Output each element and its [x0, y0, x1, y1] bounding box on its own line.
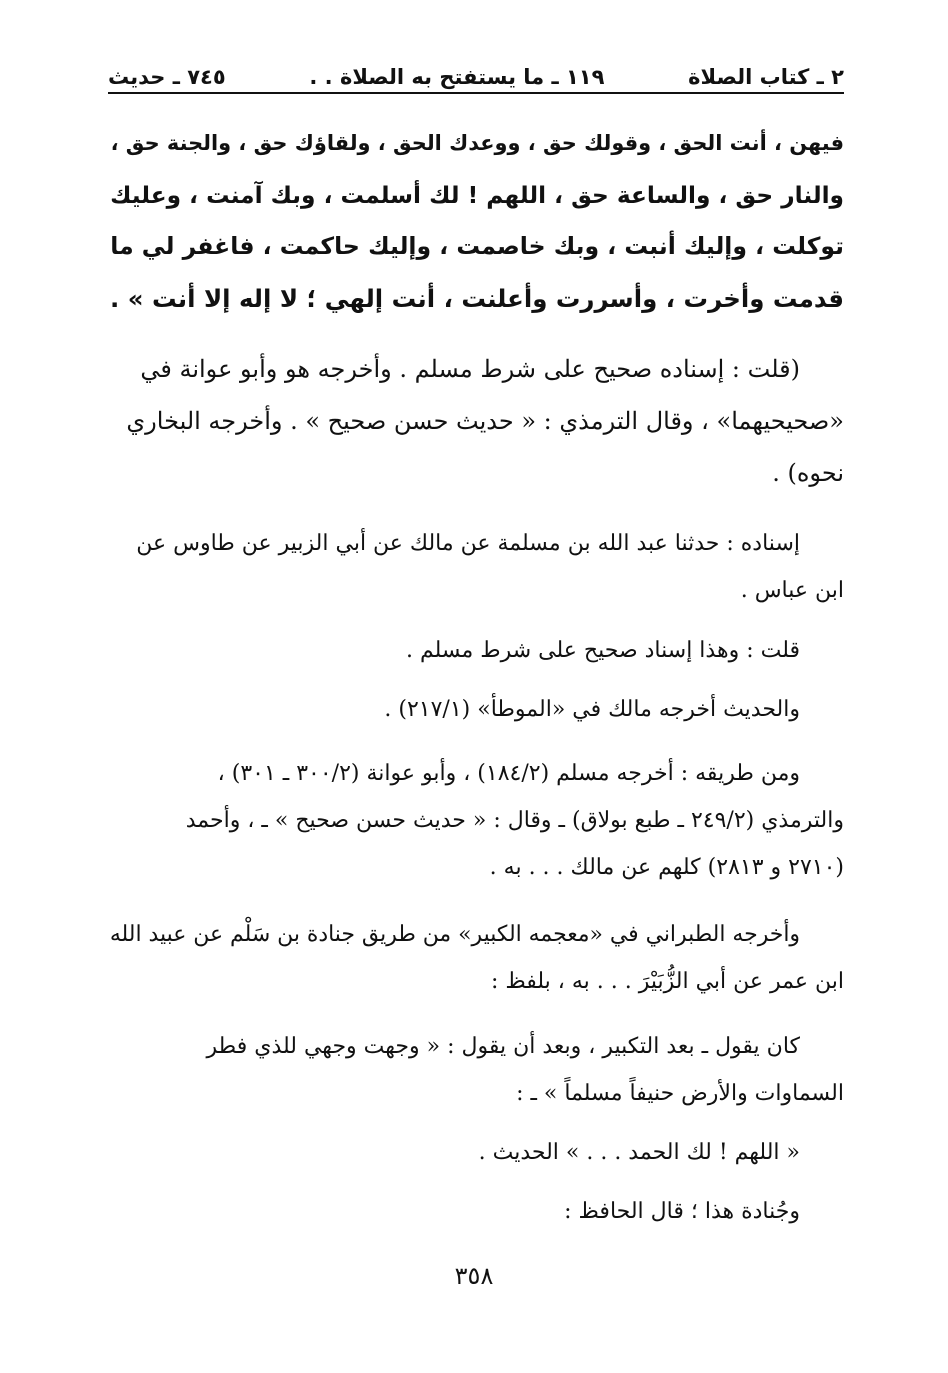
lafz-paragraph [108, 1023, 844, 1117]
text-line: والترمذي (٢٤٩/٢ ـ طبع بولاق) ـ وقال : « حديث حسن صحيح » ـ ، وأحمد [185, 808, 844, 833]
text-line: (٢٧١٠ و ٢٨١٣) كلهم عن مالك . . . به . [489, 855, 844, 880]
allahumma-line [108, 1129, 844, 1176]
text-line: إسناده : حدثنا عبد الله بن مسلمة عن مالك عن أبي الزبير عن طاوس عن [136, 531, 800, 556]
junada-line [108, 1188, 844, 1235]
text-line: توكلت ، وإليك أنبت ، وبك خاصمت ، وإليك حاكمت ، فاغفر لي ما [110, 232, 844, 260]
header-hadith-number: ٧٤٥ ـ حديث [108, 65, 226, 89]
malik-paragraph [108, 686, 844, 733]
text-line: كان يقول ـ بعد التكبير ، وبعد أن يقول : « وجهت وجهي للذي فطر [206, 1034, 800, 1059]
header-chapter-title: ١١٩ ـ ما يستفتح به الصلاة . . [309, 65, 605, 89]
running-header [108, 58, 844, 94]
text-line: ابن عمر عن أبي الزُّبَيْرَ . . . به ، بلفظ : [490, 969, 844, 994]
text-line: وأخرجه الطبراني في «معجمه الكبير» من طريق جنادة بن سَلْم عن عبيد الله [109, 922, 800, 947]
text-line: والحديث أخرجه مالك في «الموطأ» (٢١٧/١) . [384, 697, 800, 722]
text-line: نحوه) . [772, 459, 844, 487]
text-line: وجُنادة هذا ؛ قال الحافظ : [564, 1199, 800, 1224]
turuq-paragraph [108, 750, 844, 891]
text-line: والنار حق ، والساعة حق ، اللهم ! لك أسلمت ، وبك آمنت ، وعليك [110, 181, 844, 209]
page-body [108, 118, 844, 1235]
text-line: قلت : وهذا إسناد صحيح على شرط مسلم . [405, 638, 800, 663]
page-number: ٣٥٨ [454, 1262, 494, 1290]
tabarani-paragraph [108, 911, 844, 1005]
header-book-title: ٢ ـ كتاب الصلاة [688, 65, 844, 89]
text-line: «صحيحيهما» ، وقال الترمذي : « حديث حسن صحيح » . وأخرجه البخاري [126, 407, 844, 435]
hadith-text [108, 118, 844, 324]
text-line: « اللهم ! لك الحمد . . . » الحديث . [478, 1140, 800, 1165]
text-line: فيهن ، أنت الحق ، وقولك حق ، ووعدك الحق ، ولقاؤك حق ، والجنة حق ، [110, 131, 844, 155]
text-line: قدمت وأخرت ، وأسررت وأعلنت ، أنت إلهي ؛ لا إله إلا أنت » . [109, 283, 844, 313]
qult-paragraph [108, 627, 844, 674]
text-line: (قلت : إسناده صحيح على شرط مسلم . وأخرجه هو وأبو عوانة في [140, 355, 800, 383]
text-line: السماوات والأرض حنيفاً مسلماً » ـ : [516, 1081, 844, 1106]
text-line: ومن طريقه : أخرجه مسلم (١٨٤/٢) ، وأبو عوانة (٣٠٠/٢ ـ ٣٠١) ، [217, 761, 800, 786]
verdict-note [108, 343, 844, 499]
isnad-paragraph [108, 520, 844, 614]
text-line: ابن عباس . [740, 578, 844, 603]
